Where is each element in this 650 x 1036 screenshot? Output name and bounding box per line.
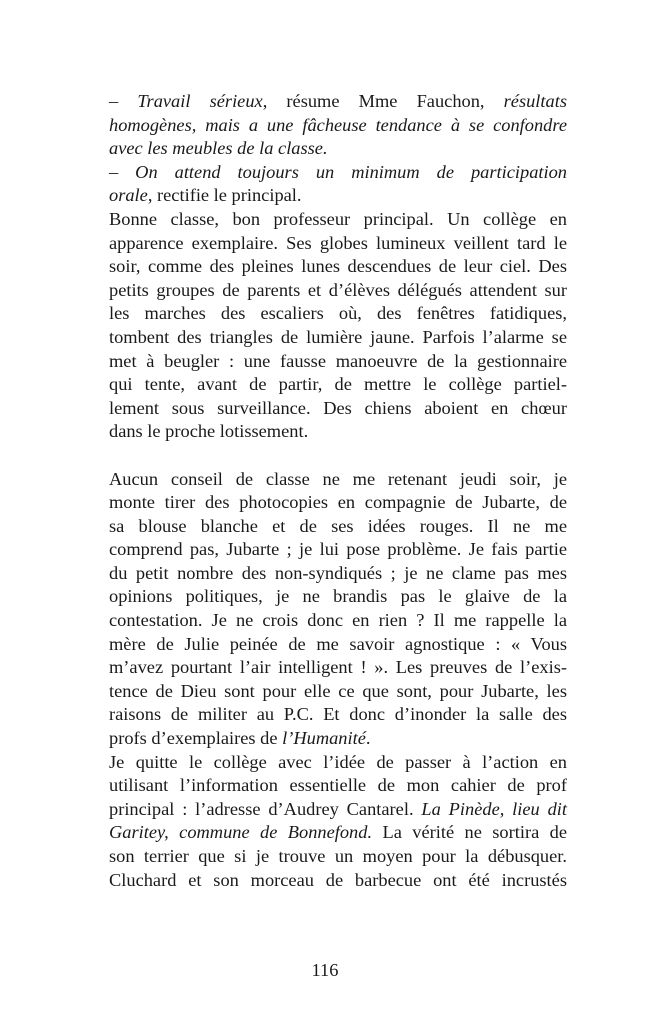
text-line [85, 585, 567, 609]
text-run: opinions politiques, je ne brandis pas le glaive de la [109, 586, 567, 607]
text-line [85, 751, 567, 775]
page-body [85, 90, 567, 892]
text-run: mère de Julie peinée de me savoir agnostique : « Vous [109, 633, 567, 654]
text-run: sa blouse blanche et de ses idées rouges. Il ne me [109, 515, 567, 536]
text-line [85, 727, 567, 751]
text-line [85, 821, 567, 845]
text-line [85, 397, 567, 421]
text-run: les marches des escaliers où, des fenêtres fatidiques, [109, 303, 567, 324]
text-run: apparence exemplaire. Ses globes lumineux veillent tard le [109, 232, 567, 253]
text-line [85, 255, 567, 279]
text-run: lement sous surveillance. Des chiens aboient en chœur [109, 397, 567, 418]
text-line [85, 798, 567, 822]
paragraph [85, 161, 567, 208]
italic-text: On attend toujours un minimum de participation [135, 161, 567, 182]
text-run: contestation. Je ne crois donc en rien ? Il me rappelle la [109, 610, 567, 631]
text-line [85, 350, 567, 374]
text-line [85, 491, 567, 515]
text-run: Bonne classe, bon professeur principal. Un collège en [109, 208, 567, 229]
text-run: raisons de militer au P.C. Et donc d’inonder la salle des [109, 704, 567, 725]
text-run: tombent des triangles de lumière jaune. Parfois l’alarme se [109, 326, 567, 347]
text-line [85, 420, 567, 444]
text-run: comprend pas, Jubarte ; je lui pose problème. Je fais partie [109, 539, 567, 560]
text-run: Cluchard et son morceau de barbecue ont été incrustés [109, 869, 567, 890]
paragraph [85, 208, 567, 444]
text-run: tence de Dieu sont pour elle ce que sont, pour Jubarte, les [109, 680, 567, 701]
text-line [85, 538, 567, 562]
text-run: qui tente, avant de partir, de mettre le collège partiel- [109, 374, 567, 395]
text-line [85, 161, 567, 185]
text-run: utilisant l’information essentielle de mon cahier de prof [109, 775, 567, 796]
text-run: principal : l’adresse d’Audrey Cantarel. [109, 798, 422, 819]
text-line [85, 656, 567, 680]
text-run: m’avez pourtant l’air intelligent ! ». Les preuves de l’exis- [109, 657, 567, 678]
text-run: Je quitte le collège avec l’idée de passer à l’action en [109, 751, 567, 772]
text-run: , rectifie le principal. [147, 185, 302, 206]
italic-text: orale [109, 185, 148, 206]
text-run: – [109, 91, 138, 111]
text-line [85, 562, 567, 586]
text-line [85, 633, 567, 657]
text-run: , résume Mme Fauchon, [262, 91, 504, 111]
text-run: Aucun conseil de classe ne me retenant jeudi soir, je [109, 468, 567, 489]
paragraph [85, 468, 567, 751]
text-run: son terrier que si je trouve un moyen pour la débusquer. [109, 846, 567, 866]
text-line [85, 703, 567, 727]
italic-text: Travail sérieux [137, 91, 263, 111]
text-run: soir, comme des pleines lunes descendues de leur ciel. Des [109, 256, 567, 277]
text-line [85, 279, 567, 303]
italic-text: avec les meubles de la classe. [109, 138, 328, 159]
text-line [85, 208, 567, 232]
text-line [85, 302, 567, 326]
text-line [85, 468, 567, 492]
italic-text: La Pinède, lieu dit [421, 798, 567, 819]
text-run: . [365, 728, 371, 749]
italic-text: Garitey, commune de Bonnefond. [109, 822, 373, 843]
italic-text: homogènes, mais a une fâcheuse tendance à se confondre [109, 114, 567, 135]
text-run: petits groupes de parents et d’élèves délégués attendent sur [109, 279, 567, 300]
paragraph [85, 90, 567, 161]
page-number: 116 [311, 960, 339, 980]
text-line [85, 515, 567, 539]
text-line [85, 609, 567, 633]
text-run: dans le proche lotissement. [109, 421, 309, 442]
text-line [85, 774, 567, 798]
text-run: met à beugler : une fausse manoeuvre de la gestionnaire [109, 350, 567, 371]
text-line [85, 137, 567, 161]
text-line [85, 326, 567, 350]
text-line [85, 232, 567, 256]
italic-text: l’Humanité [282, 728, 366, 749]
text-line [85, 869, 567, 893]
text-line [85, 373, 567, 397]
text-line [85, 184, 567, 208]
text-run: monte tirer des photocopies en compagnie de Jubarte, de [109, 492, 567, 513]
text-line [85, 114, 567, 138]
text-run: du petit nombre des non-syndiqués ; je ne clame pas mes [109, 562, 567, 583]
text-line [85, 90, 567, 114]
paragraph [85, 751, 567, 893]
text-line [85, 680, 567, 704]
text-run: La vérité ne sortira de [372, 822, 567, 843]
text-run: profs d’exemplaires de [109, 728, 283, 749]
italic-text: résultats [503, 91, 567, 111]
text-run: – [109, 161, 136, 182]
text-line [85, 845, 567, 869]
